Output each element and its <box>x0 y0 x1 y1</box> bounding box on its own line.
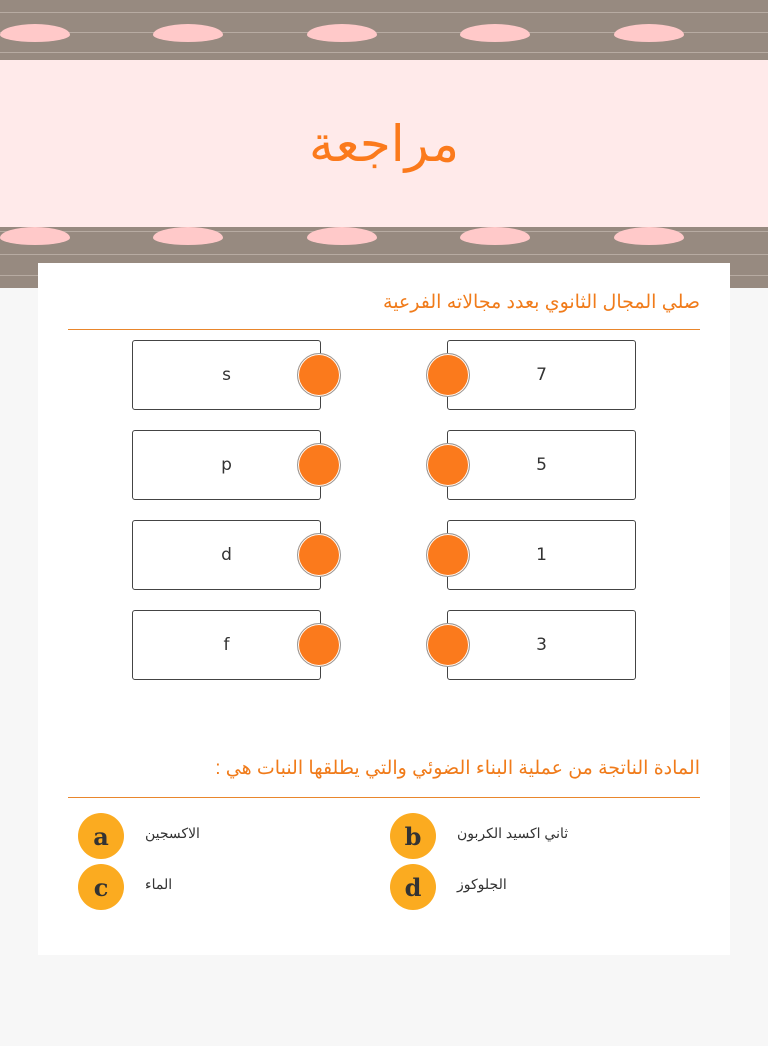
option-c-button[interactable] <box>78 864 124 910</box>
item-label: 1 <box>536 545 547 565</box>
item-label: p <box>221 455 232 475</box>
option-label[interactable]: الاكسجين <box>145 825 200 841</box>
option-letter: d <box>404 872 422 902</box>
top-decor-strip <box>0 0 768 60</box>
option-letter: a <box>93 821 109 851</box>
match-right-handle[interactable] <box>426 353 470 397</box>
option-label[interactable]: الجلوكوز <box>457 876 507 892</box>
question-2: المادة الناتجة من عملية البناء الضوئي والتي يطلقها النبات هي : <box>215 758 700 779</box>
match-right-handle[interactable] <box>426 533 470 577</box>
match-left-handle[interactable] <box>297 533 341 577</box>
option-d-button[interactable] <box>390 864 436 910</box>
option-b-button[interactable] <box>390 813 436 859</box>
item-label: 3 <box>536 635 547 655</box>
match-left-item[interactable] <box>132 520 321 590</box>
match-right-item[interactable] <box>447 430 636 500</box>
match-left-handle[interactable] <box>297 353 341 397</box>
item-label: 5 <box>536 455 547 475</box>
match-left-item[interactable] <box>132 610 321 680</box>
match-right-item[interactable] <box>447 610 636 680</box>
title-band <box>0 60 768 227</box>
match-right-handle[interactable] <box>426 443 470 487</box>
match-right-handle[interactable] <box>426 623 470 667</box>
option-label[interactable]: ثاني اكسيد الكربون <box>457 825 569 841</box>
match-left-handle[interactable] <box>297 443 341 487</box>
match-left-handle[interactable] <box>297 623 341 667</box>
item-label: s <box>222 365 231 385</box>
match-left-item[interactable] <box>132 430 321 500</box>
match-left-item[interactable] <box>132 340 321 410</box>
item-label: f <box>223 635 230 655</box>
question-1: صلي المجال الثانوي بعدد مجالاته الفرعية <box>383 292 700 313</box>
match-right-item[interactable] <box>447 340 636 410</box>
item-label: 7 <box>536 365 547 385</box>
quiz-card <box>38 263 730 955</box>
item-label: d <box>221 545 232 565</box>
option-label[interactable]: الماء <box>145 876 173 892</box>
divider <box>68 797 700 798</box>
option-letter: c <box>93 872 109 902</box>
divider <box>68 329 700 330</box>
match-right-item[interactable] <box>447 520 636 590</box>
page-title: مراجعة <box>308 114 460 173</box>
option-letter: b <box>404 821 422 851</box>
option-a-button[interactable] <box>78 813 124 859</box>
